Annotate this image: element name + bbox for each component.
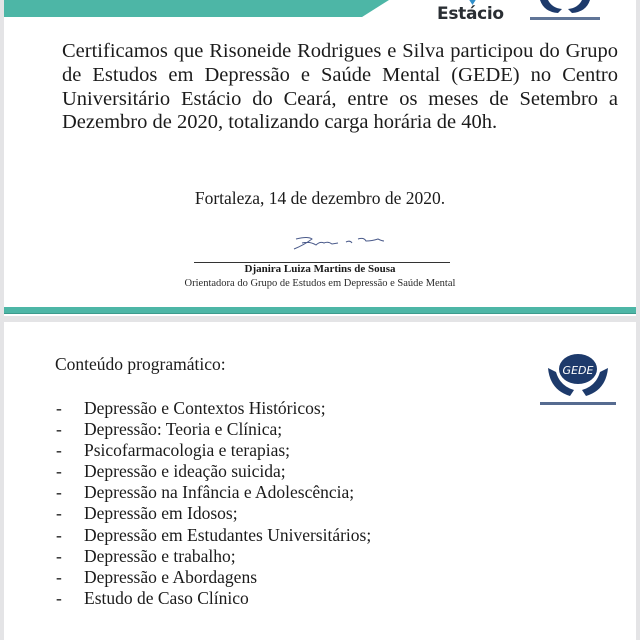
handwritten-signature: [290, 233, 386, 253]
certificate-page: [4, 0, 636, 316]
signer-role: Orientadora do Grupo de Estudos em Depressão e Saúde Mental: [184, 278, 456, 289]
certificate-statement: Certificamos que Risoneide Rodrigues e Silva participou do Grupo de Estudos em Depressão e Saúde Mental (GEDE) no Centro Universitário Estácio do Ceará, entre os meses de Setembro a Dezembro de 2020, totalizando carga horária de 40h.: [62, 40, 618, 134]
issue-date: Fortaleza, 14 de dezembro de 2020.: [194, 188, 446, 208]
list-item: - Depressão na Infância e Adolescência;: [56, 482, 355, 503]
list-item: - Depressão e Contextos Históricos;: [56, 398, 326, 418]
teal-header-banner: [4, 0, 389, 17]
programme-heading: Conteúdo programático:: [55, 354, 226, 374]
gede-caption: [540, 402, 616, 405]
list-item: - Depressão e trabalho;: [56, 545, 236, 566]
list-item: - Depressão e Abordagens: [56, 566, 258, 587]
programme-page: [4, 322, 636, 640]
list-item: - Psicofarmacologia e terapias;: [56, 440, 291, 461]
signer-name: Djanira Luiza Martins de Sousa: [244, 263, 396, 275]
gede-logo-small: [530, 0, 600, 24]
gede-brain-hands-icon: [540, 350, 616, 402]
list-item: - Depressão: Teoria e Clínica;: [56, 419, 283, 440]
svg-text:GEDE: GEDE: [562, 364, 594, 377]
list-item: - Depressão em Idosos;: [56, 503, 238, 524]
teal-footer-bar: [4, 307, 636, 314]
list-item: - Estudo de Caso Clínico: [56, 587, 249, 608]
hands-icon: [538, 0, 592, 14]
list-item: - Depressão em Estudantes Universitários;: [56, 524, 372, 545]
estacio-logo-text: Estácio: [437, 4, 504, 24]
gede-caption-small: [530, 17, 600, 20]
programme-list: [56, 398, 371, 609]
list-item: - Depressão e ideação suicida;: [56, 461, 286, 482]
estacio-logo: [437, 0, 509, 26]
gede-logo: [540, 350, 616, 414]
